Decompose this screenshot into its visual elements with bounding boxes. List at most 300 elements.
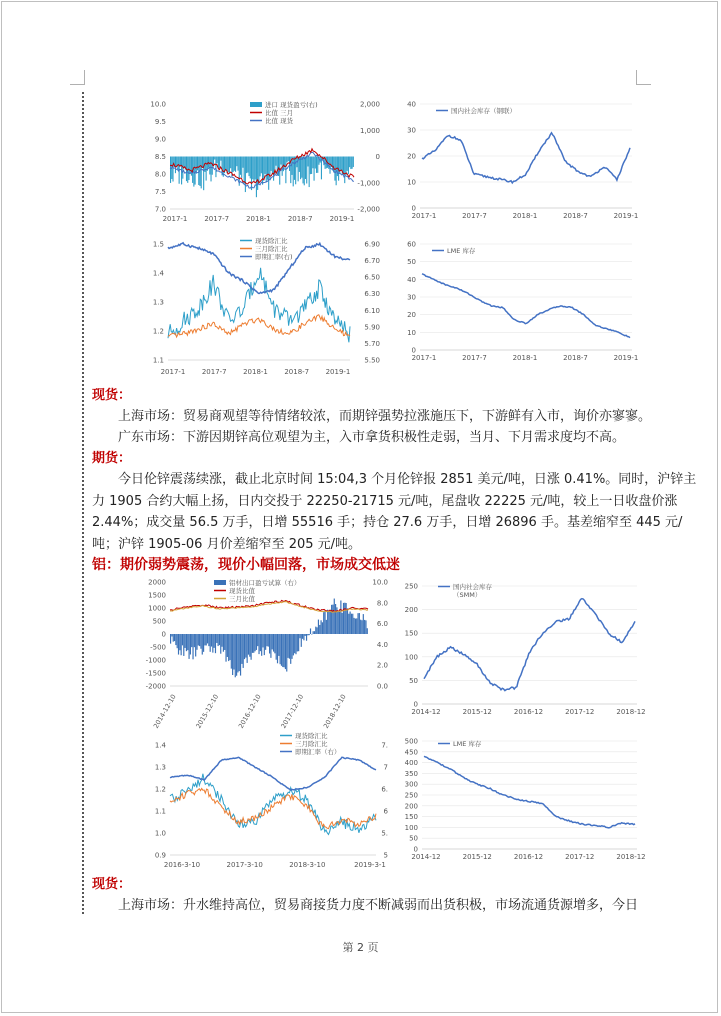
bar-mark xyxy=(353,618,354,634)
aluminum-spot-shanghai: 上海市场：升水维持高位，贸易商接货力度不断减弱而出货积极，市场流通货源增多，今日 xyxy=(118,898,639,913)
y-tick-label: 1000 xyxy=(148,604,166,613)
bar-mark xyxy=(237,157,238,171)
bar-mark xyxy=(284,634,285,667)
y-tick-label: 350 xyxy=(404,769,418,778)
bar-mark xyxy=(206,634,207,645)
bar-mark xyxy=(265,634,266,650)
bar-mark xyxy=(202,157,203,168)
bar-mark xyxy=(317,157,318,173)
y-tick-label: 30 xyxy=(407,293,416,302)
y-tick-label: 1.3 xyxy=(152,298,164,307)
y-tick-label: -1500 xyxy=(145,669,166,678)
bar-mark xyxy=(170,157,171,183)
bar-mark xyxy=(295,634,296,654)
y-tick-label: 1.4 xyxy=(154,741,166,750)
y-tick-label: 150 xyxy=(404,629,418,638)
fx-rate-line xyxy=(170,757,376,790)
crop-mark xyxy=(636,70,651,85)
zinc-spot-guangdong: 广东市场：下游因期锌高位观望为主，入市拿货积极性走弱，当月、下月需求度均不高。 xyxy=(118,430,626,445)
bar-mark xyxy=(227,634,228,657)
bar-mark xyxy=(240,634,241,676)
bar-mark xyxy=(228,157,229,173)
legend-swatch xyxy=(250,102,262,107)
bar-mark xyxy=(357,613,358,634)
bar-mark xyxy=(210,157,211,182)
bar-mark xyxy=(271,157,272,171)
y2-tick-label: 6.30 xyxy=(364,290,380,299)
legend-label: 现货比值 xyxy=(229,587,255,595)
bar-mark xyxy=(232,634,233,675)
y-tick-label: 450 xyxy=(404,748,418,757)
zinc-lme-stock-chart xyxy=(392,232,637,380)
bar-mark xyxy=(194,634,195,647)
bar-mark xyxy=(359,613,360,634)
zinc-ratio-chart xyxy=(140,232,385,380)
bar-mark xyxy=(367,628,368,634)
bar-mark xyxy=(224,634,225,650)
bar-mark xyxy=(305,634,306,636)
y-tick-label: 10 xyxy=(407,328,416,337)
bar-mark xyxy=(258,157,259,185)
y2-tick-label: 6.70 xyxy=(364,257,380,266)
y2-tick-label: 6.0 xyxy=(376,620,388,629)
aluminum-text-block xyxy=(92,874,702,916)
bar-mark xyxy=(190,634,191,654)
x-tick-label: 2017-1 xyxy=(411,212,437,220)
bar-mark xyxy=(181,634,182,655)
bar-mark xyxy=(320,620,321,634)
y-tick-label: 200 xyxy=(404,802,418,811)
bar-mark xyxy=(192,634,193,659)
bar-mark xyxy=(287,157,288,163)
y-tick-label: 7.0 xyxy=(154,205,166,214)
y-tick-label: 40 xyxy=(407,275,416,284)
y-tick-label: 50 xyxy=(409,834,418,843)
bar-mark xyxy=(268,634,269,647)
bar-mark xyxy=(231,634,232,669)
y2-tick-label: 4.0 xyxy=(376,640,388,649)
bar-mark xyxy=(310,628,311,634)
x-tick-label: 2018-1 xyxy=(246,215,271,223)
y-tick-label: 0 xyxy=(413,845,418,854)
bar-mark xyxy=(288,157,289,162)
bar-mark xyxy=(173,634,174,642)
bar-mark xyxy=(339,611,340,634)
aluminum-export-chart xyxy=(140,578,390,728)
bar-mark xyxy=(280,634,281,664)
bar-mark xyxy=(219,634,220,645)
legend-label: 三月比值 xyxy=(229,595,255,603)
bar-mark xyxy=(272,157,273,175)
legend-label: 国内社会库存 xyxy=(453,583,492,591)
bar-mark xyxy=(261,157,262,174)
bar-mark xyxy=(365,620,366,634)
bar-mark xyxy=(260,157,261,177)
bar-mark xyxy=(264,157,265,174)
bar-mark xyxy=(349,157,350,168)
x-tick-label: 2019-3-1 xyxy=(354,861,386,869)
aluminum-domestic-stock-chart xyxy=(392,578,646,728)
x-tick-label: 2018-7 xyxy=(563,354,588,362)
bar-mark xyxy=(256,634,257,650)
y-tick-label: 0 xyxy=(411,204,416,213)
aluminum-spot-heading: 现货： xyxy=(92,877,132,892)
y2-tick-label: 2,000 xyxy=(359,100,380,109)
bar-mark xyxy=(350,612,351,634)
x-tick-label: 2019-1 xyxy=(613,354,639,362)
bar-mark xyxy=(361,620,362,634)
y2-tick-label: 5 xyxy=(383,851,388,860)
aluminum-section-title: 铝：期价弱势震荡，现价小幅回落，市场成交低迷 xyxy=(92,557,400,573)
bar-mark xyxy=(190,157,191,174)
y-tick-label: 60 xyxy=(407,240,416,249)
bar-mark xyxy=(313,631,314,634)
bar-mark xyxy=(294,634,295,653)
bar-mark xyxy=(221,634,222,647)
y-tick-label: 0.9 xyxy=(154,851,166,860)
bar-mark xyxy=(303,634,304,640)
bar-mark xyxy=(245,157,246,193)
y-tick-label: 300 xyxy=(404,780,418,789)
y-tick-label: 1.1 xyxy=(152,356,164,365)
bar-mark xyxy=(344,603,345,634)
bar-mark xyxy=(322,622,323,634)
bar-mark xyxy=(281,634,282,666)
bar-mark xyxy=(246,157,247,174)
y2-tick-label: 2.0 xyxy=(376,661,388,670)
bar-mark xyxy=(249,634,250,657)
y2-tick-label: 10.0 xyxy=(372,578,388,587)
bar-mark xyxy=(200,634,201,649)
bar-mark xyxy=(363,614,364,634)
bar-mark xyxy=(247,634,248,663)
bar-mark xyxy=(297,634,298,651)
bar-mark xyxy=(251,634,252,660)
bar-mark xyxy=(262,634,263,647)
bar-mark xyxy=(208,634,209,646)
x-tick-label: 2018-3-10 xyxy=(289,861,326,869)
bar-mark xyxy=(302,634,303,639)
bar-mark xyxy=(251,157,252,191)
legend-label: 比值 现货 xyxy=(265,117,294,125)
y-tick-label: 1.2 xyxy=(154,785,166,794)
y-tick-label: 9.5 xyxy=(154,118,166,126)
bar-mark xyxy=(250,157,251,179)
bar-mark xyxy=(180,157,181,167)
bar-mark xyxy=(247,157,248,173)
bar-mark xyxy=(347,608,348,634)
y2-tick-label: 6.10 xyxy=(364,306,380,315)
bar-mark xyxy=(323,612,324,634)
bar-mark xyxy=(188,634,189,659)
y-tick-label: 0 xyxy=(411,346,416,355)
bar-mark xyxy=(252,157,253,180)
bar-mark xyxy=(215,634,216,653)
bar-mark xyxy=(223,634,224,652)
legend-label: 国内社会库存（钢联） xyxy=(451,107,516,115)
bar-mark xyxy=(255,157,256,180)
bar-mark xyxy=(175,157,176,174)
y-tick-label: 30 xyxy=(407,126,416,135)
bar-mark xyxy=(340,600,341,634)
y2-tick-label: 5.90 xyxy=(364,323,380,332)
bar-mark xyxy=(188,157,189,180)
x-tick-label: 2019-1 xyxy=(613,212,639,220)
bar-mark xyxy=(350,157,351,170)
y-tick-label: 20 xyxy=(407,311,416,320)
zinc-spot-shanghai: 上海市场：贸易商观望等待情绪较浓，而期锌强势拉涨施压下，下游鲜有入市，询价亦寥寥。 xyxy=(118,409,652,424)
spot-ratio-line xyxy=(170,600,368,611)
bar-mark xyxy=(328,610,329,634)
bar-mark xyxy=(352,157,353,169)
x-tick-label: 2017-7 xyxy=(201,368,227,376)
bar-mark xyxy=(241,157,242,178)
y-tick-label: 0 xyxy=(161,630,166,639)
aluminum-ratio-chart xyxy=(140,733,390,873)
bar-mark xyxy=(348,157,349,175)
bar-mark xyxy=(364,620,365,634)
bar-mark xyxy=(260,634,261,651)
bar-mark xyxy=(330,611,331,634)
bar-mark xyxy=(278,634,279,656)
bar-mark xyxy=(307,634,308,635)
x-tick-label: 2016-12 xyxy=(513,708,544,716)
bar-mark xyxy=(341,157,342,171)
y2-tick-label: 0 xyxy=(375,153,380,161)
y-tick-label: 1.0 xyxy=(154,829,166,838)
bar-mark xyxy=(311,634,312,635)
bar-mark xyxy=(293,157,294,187)
bar-mark xyxy=(239,634,240,671)
series-line xyxy=(424,756,635,828)
bar-mark xyxy=(240,157,241,175)
bar-mark xyxy=(203,157,204,191)
bar-mark xyxy=(218,634,219,646)
y2-tick-label: 6.90 xyxy=(364,240,380,249)
legend-label: 进口 现货盈亏(右) xyxy=(265,101,318,109)
bar-mark xyxy=(317,627,318,634)
legend-swatch xyxy=(214,580,226,585)
legend-label: LME 库存 xyxy=(453,740,482,748)
bar-mark xyxy=(207,634,208,643)
bar-mark xyxy=(318,620,319,634)
bar-mark xyxy=(280,157,281,165)
x-tick-label: 2017-12 xyxy=(565,853,595,861)
bar-mark xyxy=(334,599,335,634)
bar-mark xyxy=(273,634,274,652)
bar-mark xyxy=(203,634,204,652)
margin-dotted-line xyxy=(82,92,84,914)
y-tick-label: -2000 xyxy=(145,682,166,691)
bar-mark xyxy=(225,157,226,170)
legend-label: 即期汇率（右） xyxy=(295,748,341,756)
y-tick-label: 8.5 xyxy=(154,153,166,161)
x-tick-label: 2017-7 xyxy=(462,354,487,362)
bar-mark xyxy=(215,157,216,178)
bar-mark xyxy=(204,634,205,645)
bar-mark xyxy=(270,634,271,658)
bar-mark xyxy=(282,634,283,667)
bar-mark xyxy=(287,634,288,658)
bar-mark xyxy=(335,604,336,634)
y-tick-label: 500 xyxy=(404,737,418,746)
y-tick-label: 1500 xyxy=(148,591,166,600)
bar-mark xyxy=(327,610,328,634)
bar-mark xyxy=(356,618,357,634)
bar-mark xyxy=(209,157,210,175)
bar-mark xyxy=(179,634,180,650)
bar-mark xyxy=(332,605,333,634)
bar-mark xyxy=(342,613,343,634)
legend-label: 铝材出口盈亏试算（右） xyxy=(229,579,301,587)
y2-tick-label: 6. xyxy=(381,785,388,794)
y-tick-label: -1000 xyxy=(145,656,166,665)
y-tick-label: 1.4 xyxy=(152,269,164,278)
legend-label: 比值 三月 xyxy=(265,109,294,117)
legend-label: 即期汇率(右) xyxy=(255,253,293,261)
series-line xyxy=(424,599,635,691)
bar-mark xyxy=(286,634,287,672)
page-number: 第 2 页 xyxy=(342,941,379,954)
bar-mark xyxy=(234,157,235,171)
y-tick-label: -500 xyxy=(150,643,166,652)
bar-mark xyxy=(214,634,215,648)
x-tick-label: 2017-1 xyxy=(162,215,188,223)
bar-mark xyxy=(195,157,196,185)
bar-mark xyxy=(220,157,221,161)
bar-mark xyxy=(304,157,305,186)
y-tick-label: 0 xyxy=(413,700,418,709)
x-tick-label: 2017-7 xyxy=(204,215,230,223)
x-tick-label: 2017-12 xyxy=(565,708,595,716)
bar-mark xyxy=(310,157,311,175)
bar-mark xyxy=(346,603,347,634)
bar-mark xyxy=(267,157,268,180)
y2-tick-label: 7 xyxy=(383,763,388,772)
bar-mark xyxy=(266,634,267,646)
zinc-futures-paragraph: 今日伦锌震荡续涨，截止北京时间 15:04,3 个月伦锌报 2851 美元/吨，日涨 0.41%。同时，沪锌主力 1905 合约大幅上扬，日内交投于 22250-21715 元/吨，尾盘收 22225 元/吨，较上一日收盘价涨 2.44%；成交量 56.5 万手，日增 55516 手；持仓 27.6 万手，日增 26896 手。基差缩窄至 445 元/吨；沪锌 1905-06 月价差缩窄至 205 元/吨。 xyxy=(92,472,697,552)
bar-mark xyxy=(343,157,344,175)
series-line xyxy=(422,274,630,338)
y2-tick-label: -1,000 xyxy=(357,179,380,188)
bar-mark xyxy=(217,157,218,164)
bar-mark xyxy=(263,157,264,181)
bar-mark xyxy=(236,157,237,167)
bar-mark xyxy=(174,634,175,641)
legend-label: 三月除汇比 xyxy=(255,245,288,253)
y2-tick-label: -2,000 xyxy=(357,205,380,214)
bar-mark xyxy=(324,611,325,634)
x-tick-label: 2017-7 xyxy=(462,212,487,220)
bar-mark xyxy=(178,634,179,655)
y-tick-label: 1.3 xyxy=(154,763,166,772)
bar-mark xyxy=(244,157,245,184)
bar-mark xyxy=(326,620,327,634)
bar-mark xyxy=(191,634,192,647)
bar-mark xyxy=(183,634,184,656)
bar-mark xyxy=(314,157,315,181)
x-tick-label: 2014-12 xyxy=(411,853,441,861)
zinc-futures-heading: 期货： xyxy=(92,451,132,466)
x-tick-label: 2017-1 xyxy=(160,368,186,376)
x-tick-label: 2014-12 xyxy=(411,708,441,716)
bar-mark xyxy=(277,634,278,663)
bar-mark xyxy=(233,634,234,670)
bar-mark xyxy=(235,157,236,172)
bar-mark xyxy=(252,634,253,653)
bar-mark xyxy=(237,634,238,672)
bar-mark xyxy=(306,634,307,641)
x-tick-label: 2014-12-10 xyxy=(151,693,178,730)
bar-mark xyxy=(351,614,352,634)
y2-tick-label: 7. xyxy=(381,741,388,750)
bar-mark xyxy=(175,634,176,645)
bar-mark xyxy=(355,619,356,634)
bar-mark xyxy=(228,634,229,661)
bar-mark xyxy=(360,620,361,634)
y2-tick-label: 8.0 xyxy=(376,599,388,608)
bar-mark xyxy=(211,634,212,647)
y-tick-label: 1.5 xyxy=(152,240,164,249)
bar-mark xyxy=(201,157,202,189)
x-tick-label: 2016-12-10 xyxy=(236,693,263,730)
y-tick-label: 250 xyxy=(404,791,418,800)
bar-mark xyxy=(202,634,203,655)
x-tick-label: 2015-12 xyxy=(462,853,492,861)
y2-tick-label: 5. xyxy=(381,829,388,838)
bar-mark xyxy=(269,634,270,654)
bar-mark xyxy=(197,157,198,171)
bar-mark xyxy=(243,634,244,668)
legend-label: 三月除汇比 xyxy=(295,740,328,748)
y2-tick-label: 6 xyxy=(383,807,388,816)
y-tick-label: 500 xyxy=(152,617,166,626)
y-tick-label: 400 xyxy=(404,759,418,768)
bar-mark xyxy=(301,634,302,647)
bar-mark xyxy=(258,634,259,654)
bar-mark xyxy=(314,631,315,634)
bar-mark xyxy=(230,157,231,169)
bar-mark xyxy=(196,634,197,650)
bar-mark xyxy=(264,634,265,655)
bar-mark xyxy=(266,157,267,183)
bar-mark xyxy=(225,634,226,662)
bar-mark xyxy=(257,634,258,646)
bar-mark xyxy=(256,157,257,198)
bar-mark xyxy=(302,157,303,184)
bar-mark xyxy=(294,157,295,180)
bar-mark xyxy=(309,634,310,635)
bar-mark xyxy=(195,634,196,656)
y-tick-label: 150 xyxy=(404,813,418,822)
bar-mark xyxy=(329,157,330,174)
bar-mark xyxy=(276,634,277,660)
y-tick-label: 10.0 xyxy=(150,100,166,109)
bar-mark xyxy=(233,157,234,173)
y-tick-label: 50 xyxy=(407,258,416,267)
bar-mark xyxy=(319,625,320,634)
bar-mark xyxy=(338,611,339,634)
bar-mark xyxy=(331,605,332,634)
x-tick-label: 2018-7 xyxy=(284,368,310,376)
bar-mark xyxy=(182,634,183,645)
legend-label: 现货除汇比 xyxy=(295,732,328,740)
bar-mark xyxy=(229,157,230,173)
bar-mark xyxy=(353,157,354,167)
y-tick-label: 100 xyxy=(404,653,418,662)
y2-tick-label: 5.50 xyxy=(364,356,380,365)
bar-mark xyxy=(348,614,349,634)
